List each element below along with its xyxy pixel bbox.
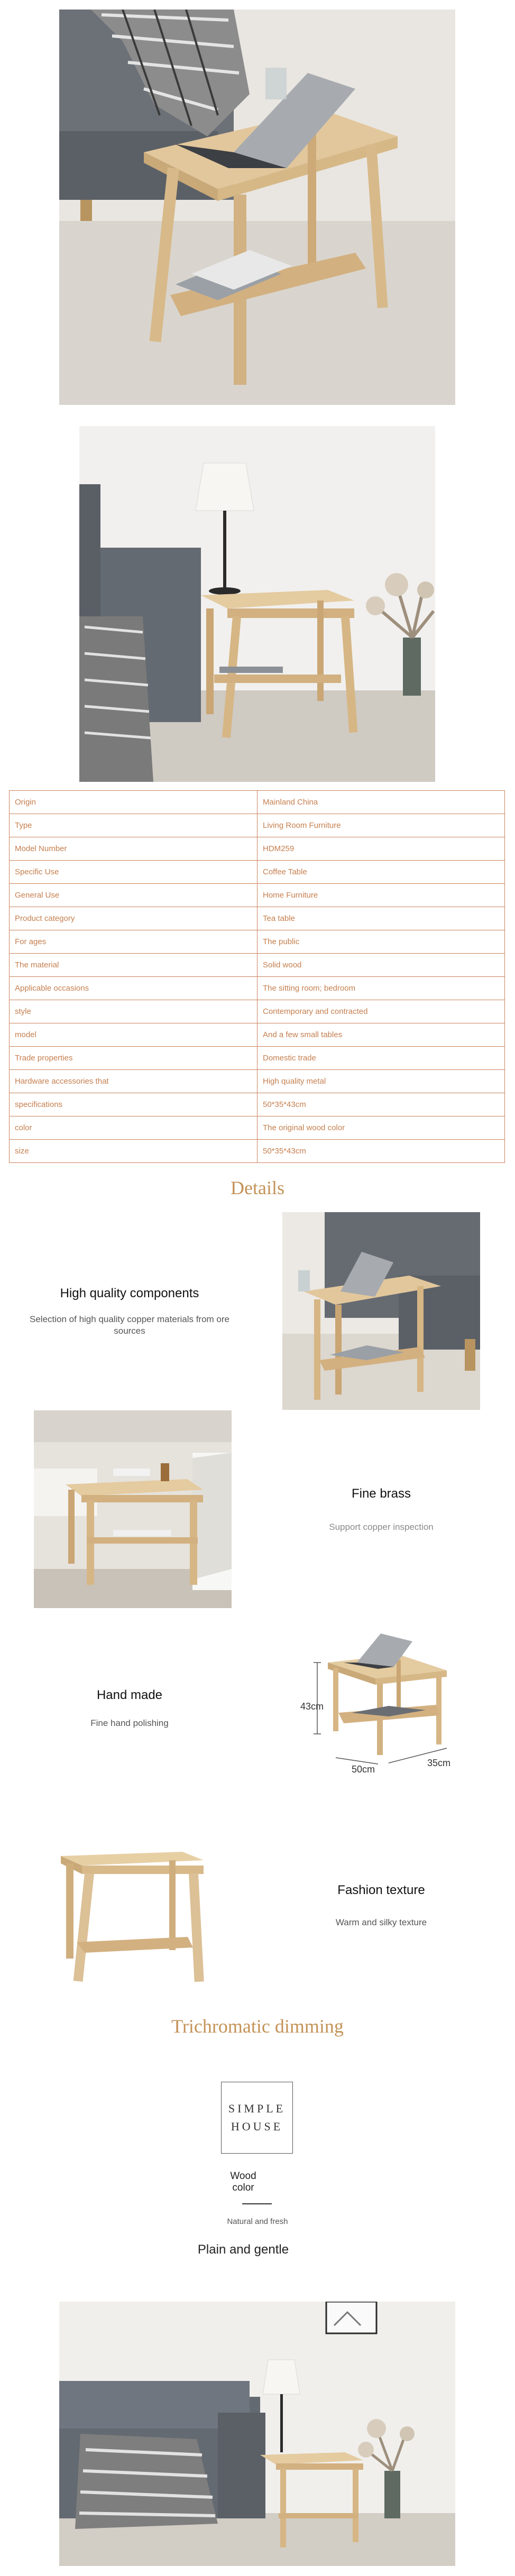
color-label-line-2: color bbox=[232, 2182, 254, 2193]
feature-title: Hand made bbox=[96, 1688, 163, 1702]
tagline: Natural and fresh bbox=[227, 2217, 288, 2226]
spec-value: Mainland China bbox=[258, 791, 505, 814]
spec-key: specifications bbox=[10, 1093, 258, 1116]
product-photo-laptop bbox=[59, 10, 455, 405]
spec-value: 50*35*43cm bbox=[258, 1093, 505, 1116]
detail-photo-table bbox=[56, 1844, 209, 1984]
spec-key: Applicable occasions bbox=[10, 977, 258, 1000]
spec-key: Origin bbox=[10, 791, 258, 814]
table-row bbox=[10, 1116, 505, 1140]
table-row bbox=[10, 977, 505, 1000]
spec-value: Domestic trade bbox=[258, 1047, 505, 1070]
table-row bbox=[10, 1140, 505, 1163]
spec-value: 50*35*43cm bbox=[258, 1140, 505, 1163]
spec-value: And a few small tables bbox=[258, 1023, 505, 1047]
spec-value: High quality metal bbox=[258, 1070, 505, 1093]
table-row bbox=[10, 814, 505, 837]
feature-title: High quality components bbox=[60, 1286, 199, 1300]
table-row bbox=[10, 954, 505, 977]
spec-value: The original wood color bbox=[258, 1116, 505, 1140]
spec-key: color bbox=[10, 1116, 258, 1140]
spec-key: Product category bbox=[10, 907, 258, 930]
table-row bbox=[10, 884, 505, 907]
spec-value: Contemporary and contracted bbox=[258, 1000, 505, 1023]
table-row bbox=[10, 1093, 505, 1116]
spec-value: The sitting room; bedroom bbox=[258, 977, 505, 1000]
spec-value: Home Furniture bbox=[258, 884, 505, 907]
logo-line-1: SIMPLE bbox=[228, 2102, 286, 2115]
feature-title: Fashion texture bbox=[337, 1883, 425, 1897]
table-row bbox=[10, 791, 505, 814]
spec-value: Living Room Furniture bbox=[258, 814, 505, 837]
feature-subtitle: Fine hand polishing bbox=[90, 1718, 169, 1728]
table-row bbox=[10, 1000, 505, 1023]
dimension-width: 50cm bbox=[352, 1764, 375, 1775]
feature-subtitle: Warm and silky texture bbox=[335, 1917, 427, 1927]
color-label-line-1: Wood bbox=[230, 2171, 256, 2182]
spec-key: model bbox=[10, 1023, 258, 1047]
feature-subtitle: Support copper inspection bbox=[329, 1522, 434, 1532]
product-photo-lamp bbox=[79, 426, 435, 782]
divider bbox=[242, 2203, 272, 2204]
details-heading: Details bbox=[231, 1177, 284, 1198]
table-row bbox=[10, 861, 505, 884]
spec-table bbox=[9, 790, 505, 1163]
spec-key: The material bbox=[10, 954, 258, 977]
detail-photo-laptop bbox=[282, 1212, 480, 1410]
caption: Plain and gentle bbox=[197, 2242, 289, 2257]
spec-key: Trade properties bbox=[10, 1047, 258, 1070]
spec-key: Type bbox=[10, 814, 258, 837]
table-row bbox=[10, 930, 505, 954]
spec-value: The public bbox=[258, 930, 505, 954]
spec-value: Tea table bbox=[258, 907, 505, 930]
spec-key: General Use bbox=[10, 884, 258, 907]
spec-key: Specific Use bbox=[10, 861, 258, 884]
table-row bbox=[10, 1023, 505, 1047]
dimension-height: 43cm bbox=[300, 1701, 324, 1712]
spec-key: Model Number bbox=[10, 837, 258, 861]
dimming-heading: Trichromatic dimming bbox=[171, 2016, 344, 2037]
table-row bbox=[10, 907, 505, 930]
table-row bbox=[10, 1070, 505, 1093]
logo-line-2: HOUSE bbox=[231, 2120, 283, 2133]
spec-value: Coffee Table bbox=[258, 861, 505, 884]
feature-subtitle: Selection of high quality copper materials from ore sources bbox=[30, 1314, 229, 1336]
spec-key: Hardware accessories that bbox=[10, 1070, 258, 1093]
spec-value: Solid wood bbox=[258, 954, 505, 977]
product-photo-living-room bbox=[59, 2302, 455, 2566]
feature-title: Fine brass bbox=[351, 1486, 411, 1501]
brand-logo bbox=[221, 2082, 293, 2154]
table-row bbox=[10, 837, 505, 861]
spec-key: size bbox=[10, 1140, 258, 1163]
spec-key: For ages bbox=[10, 930, 258, 954]
detail-photo-room bbox=[34, 1410, 232, 1608]
color-label bbox=[0, 2171, 486, 2194]
spec-key: style bbox=[10, 1000, 258, 1023]
table-row bbox=[10, 1047, 505, 1070]
spec-value: HDM259 bbox=[258, 837, 505, 861]
dimension-depth: 35cm bbox=[427, 1758, 451, 1768]
